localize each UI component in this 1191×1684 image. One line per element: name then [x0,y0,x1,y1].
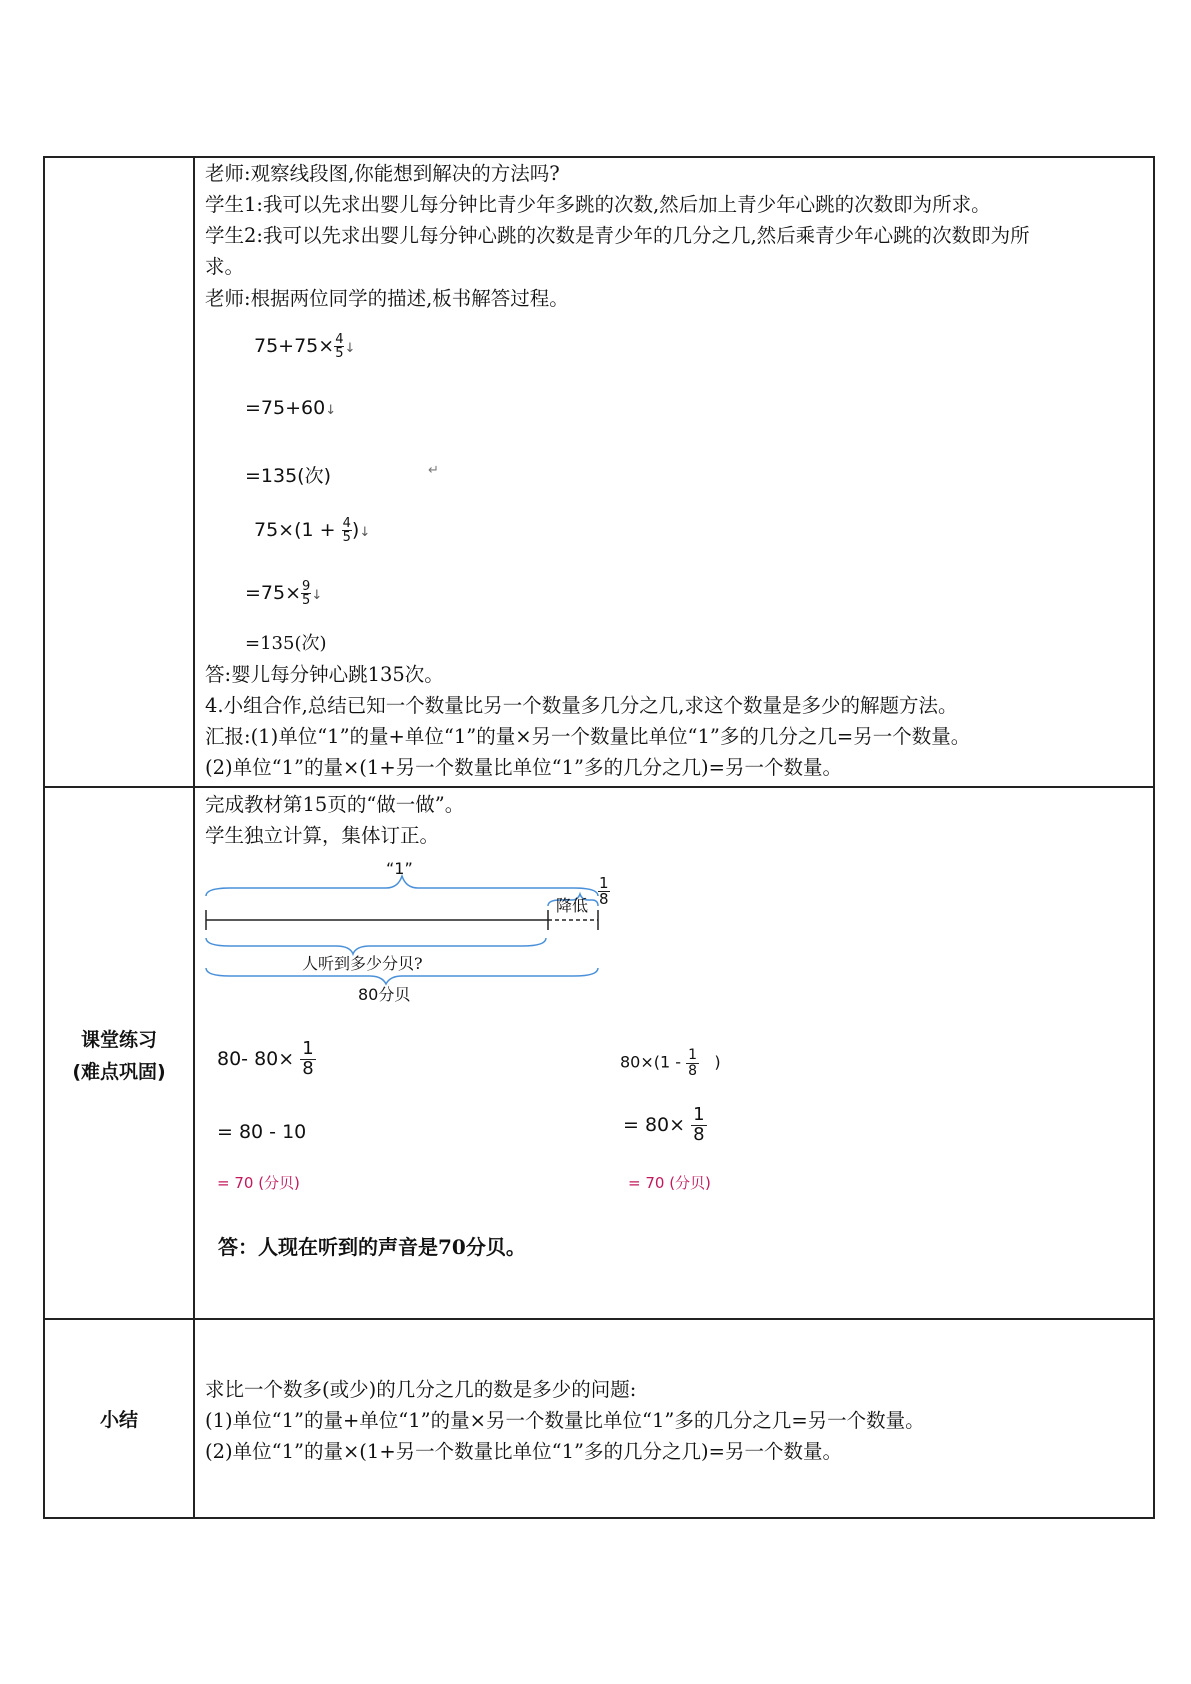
frac-den: 8 [688,1062,698,1079]
close-paren: ) [351,519,360,541]
reduce-label: 降低 [556,896,589,915]
frac-num: 4 [342,516,351,531]
method1-step1 [254,333,355,360]
close-paren: ) [714,1052,721,1072]
frac-den: 8 [693,1123,705,1145]
down-arrow-icon: ↓ [359,525,371,540]
total-label: 80分贝 [358,985,411,1004]
calcB-expr2: = 80× [623,1113,686,1136]
report-1: 汇报:(1)单位“1”的量+单位“1”的量×另一个数量比单位“1”多的几分之几=另一个数量。 [205,725,971,748]
frac-den: 5 [342,530,351,545]
method1-result: =135(次) [245,465,332,487]
method2-step1 [254,517,370,544]
return-mark-icon: ↵ [428,463,439,478]
unit-label: “1” [386,859,413,878]
student1-answer: 学生1:我可以先求出婴儿每分钟比青少年多跳的次数,然后加上青少年心跳的次数即为所求。 [205,193,991,216]
down-arrow-icon: ↓ [344,341,356,356]
calcA-step1 [217,1040,316,1079]
fraction-1-8 [691,1106,706,1145]
method1-step2 [245,397,336,419]
method2-step2 [245,580,322,607]
practice-sublabel: (难点巩固) [72,1061,166,1083]
fraction-4-5 [334,333,344,360]
summary-line-1: 求比一个数多(或少)的几分之几的数是多少的问题: [205,1378,637,1401]
row-divider-1 [43,786,1155,788]
practice-intro: 完成教材第15页的“做一做”。 [205,793,465,816]
column-divider [193,156,195,1519]
frac-num: 1 [302,1038,314,1059]
frac-num: 4 [335,332,344,347]
summary-label: 小结 [99,1409,138,1431]
practice-instruction: 学生独立计算，集体订正。 [205,824,440,847]
frac-num: 9 [302,579,311,594]
calcA-step2: = 80 - 10 [217,1121,307,1143]
down-arrow-icon: ↓ [325,403,337,418]
frac-den: 8 [599,890,609,908]
method1-step2-text: =75+60 [245,397,326,419]
row-divider-2 [43,1318,1155,1320]
calcB-expr: 80×(1 - [620,1052,682,1072]
calcB-step2 [623,1106,707,1145]
method2-expr: 75×(1 + [254,519,342,541]
frac-num: 1 [693,1104,705,1125]
frac-num: 1 [599,874,609,892]
frac-den: 5 [302,593,311,608]
method1-step3 [245,461,331,488]
fraction-4-5 [342,517,352,544]
fraction-1-8 [686,1048,699,1078]
reduce-fraction [598,876,610,907]
frac-num: 1 [688,1047,698,1063]
student2-answer-cont: 求。 [205,255,245,278]
calcA-result: = 70 (分贝) [217,1174,300,1192]
practice-label: 课堂练习 [80,1029,157,1051]
frac-den: 8 [302,1057,314,1079]
method1-expr: 75+75× [254,335,335,357]
group-task: 4.小组合作,总结已知一个数量比另一个数量多几分之几,求这个数量是多少的解题方法。 [205,694,958,717]
question-label: 人听到多少分贝? [302,954,423,973]
down-arrow-icon: ↓ [311,588,323,603]
fraction-9-5 [301,580,311,607]
summary-line-3: (2)单位“1”的量×(1+另一个数量比单位“1”多的几分之几)=另一个数量。 [205,1440,842,1463]
fraction-1-8 [598,876,610,907]
method2-result: =135(次) [245,633,327,654]
fraction-1-8 [300,1040,315,1079]
calcB-result: = 70 (分贝) [628,1174,711,1192]
practice-answer: 答：人现在听到的声音是70分贝。 [218,1235,526,1259]
calcA-expr: 80- 80× [217,1047,295,1070]
report-2: (2)单位“1”的量×(1+另一个数量比单位“1”多的几分之几)=另一个数量。 [205,756,842,779]
method2-step2-expr: =75× [245,582,302,604]
student2-answer: 学生2:我可以先求出婴儿每分钟心跳的次数是青少年的几分之几,然后乘青少年心跳的次数即为所 [205,224,1030,247]
teacher-question: 老师:观察线段图,你能想到解决的方法吗? [205,162,560,185]
frac-den: 5 [335,346,344,361]
answer-1: 答:婴儿每分钟心跳135次。 [205,663,444,686]
calcB-step1 [620,1048,721,1078]
summary-line-2: (1)单位“1”的量+单位“1”的量×另一个数量比单位“1”多的几分之几=另一个数量。 [205,1409,925,1432]
teacher-instruction: 老师:根据两位同学的描述,板书解答过程。 [205,287,569,310]
